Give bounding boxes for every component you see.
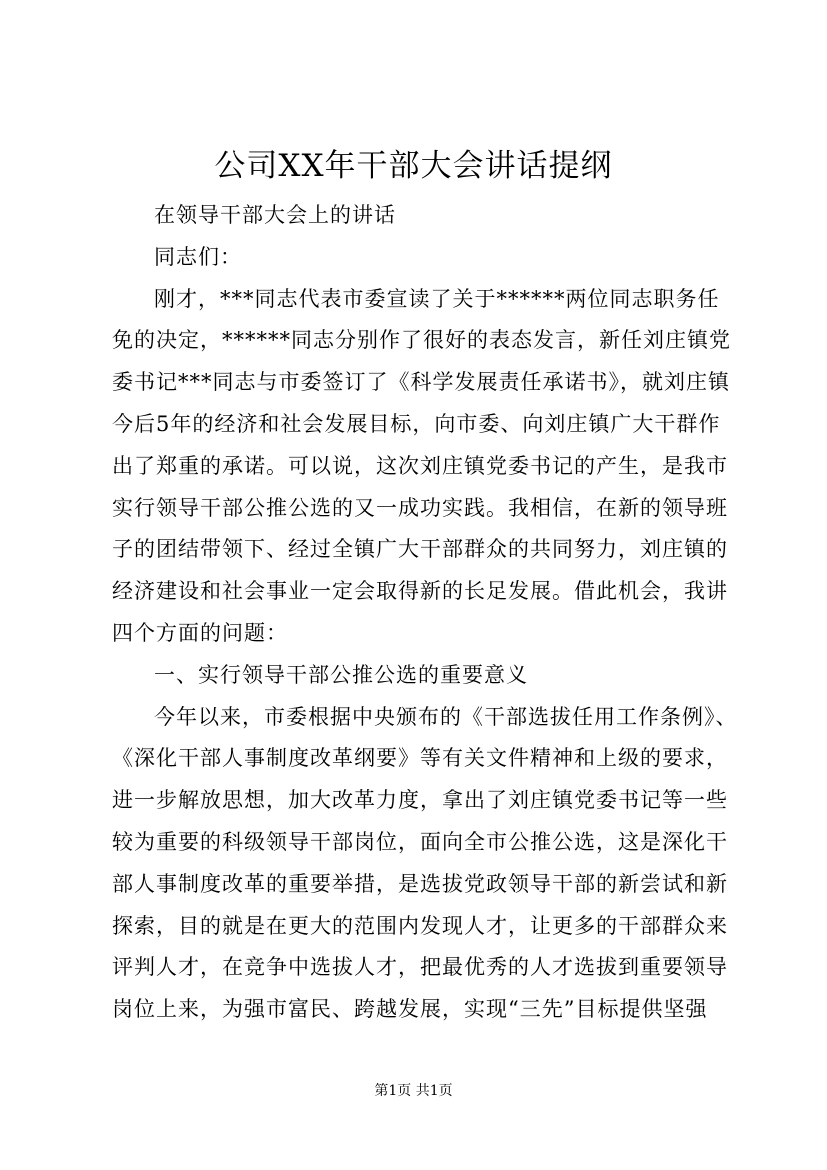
body-line: 出了郑重的承诺。可以说，这次刘庄镇党委书记的产生，是我市: [112, 453, 728, 478]
body-line: 在领导干部大会上的讲话: [154, 203, 396, 227]
document-body: [112, 195, 738, 1031]
document-title: 公司XX年干部大会讲话提纲: [214, 148, 613, 184]
body-line: 评判人才，在竞争中选拔人才，把最优秀的人才选拔到重要领导: [112, 955, 728, 980]
section-heading: 一、实行领导干部公推公选的重要意义: [154, 662, 528, 687]
body-line: 岗位上来，为强市富民、跨越发展，实现“三先”目标提供坚强: [112, 997, 708, 1022]
body-line: 今后5年的经济和社会发展目标，向市委、向刘庄镇广大干群作: [112, 411, 721, 436]
body-line: 今年以来，市委根据中央颁布的《干部选拔任用工作条例》、: [154, 704, 738, 729]
body-line: 刚才，***同志代表市委宣读了关于******两位同志职务任: [154, 286, 720, 311]
body-line: 实行领导干部公推公选的又一成功实践。我相信，在新的领导班: [112, 495, 728, 520]
body-line: 经济建设和社会事业一定会取得新的长足发展。借此机会，我讲: [112, 579, 728, 604]
body-line: 子的团结带领下、经过全镇广大干部群众的共同努力，刘庄镇的: [112, 537, 728, 562]
body-line: 委书记***同志与市委签订了《科学发展责任承诺书》，就刘庄镇: [112, 370, 730, 395]
body-line: 较为重要的科级领导干部岗位，面向全市公推公选，这是深化干: [112, 829, 728, 854]
body-line: 探索，目的就是在更大的范围内发现人才，让更多的干部群众来: [112, 913, 728, 938]
body-line: 四个方面的问题：: [112, 620, 288, 645]
body-line: 《深化干部人事制度改革纲要》等有关文件精神和上级的要求，: [112, 746, 728, 771]
body-line: 进一步解放思想，加大改革力度，拿出了刘庄镇党委书记等一些: [112, 788, 728, 813]
body-line: 部人事制度改革的重要举措，是选拔党政领导干部的新尝试和新: [112, 871, 728, 896]
body-line: 同志们：: [154, 244, 242, 269]
page-footer: 第1页 共1页: [374, 1083, 453, 1099]
body-line: 免的决定，******同志分别作了很好的表态发言，新任刘庄镇党: [112, 328, 731, 353]
